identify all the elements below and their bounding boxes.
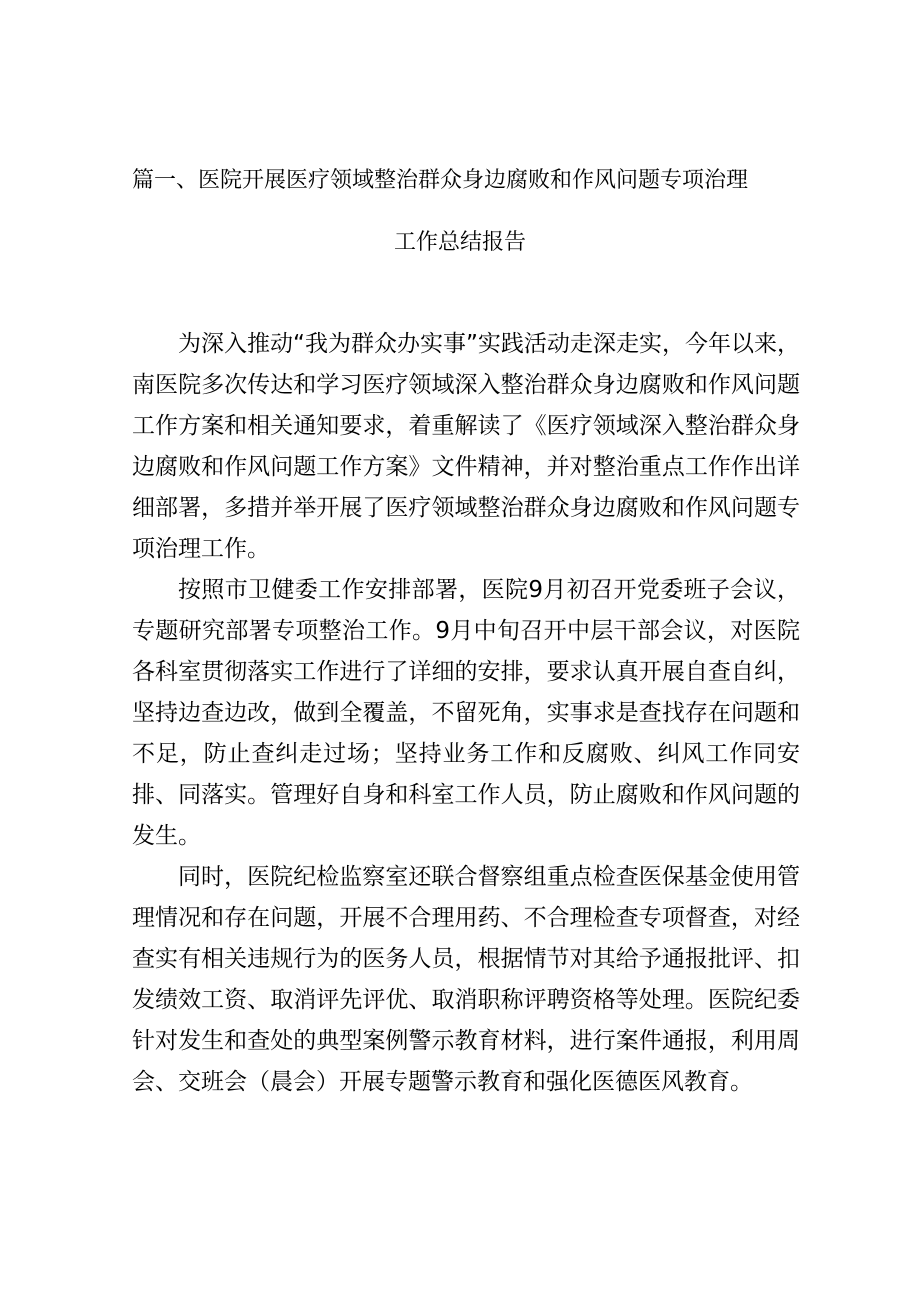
paragraph-3: 同时，医院纪检监察室还联合督察组重点检查医保基金使用管理情况和存在问题，开展不合理用药、不合理检查专项督查，对经查实有相关违规行为的医务人员，根据情节对其给予通报批评、扣发绩效工资、取消评先评优、取消职称评聘资格等处理。医院纪委针对发生和查处的典型案例警示教育材料，进行案件通报，利用周会、交班会（晨会）开展专题警示教育和强化医德医风教育。 xyxy=(132,864,800,1095)
document-body xyxy=(132,324,800,1103)
document-title-line-1: 篇一、医院开展医疗领域整治群众身边腐败和作风问题专项治理 xyxy=(132,168,749,193)
document-title-line-2: 工作总结报告 xyxy=(393,230,526,255)
paragraph-1: 为深入推动“我为群众办实事”实践活动走深走实，今年以来，南医院多次传达和学习医疗领域深入整治群众身边腐败和作风问题工作方案和相关通知要求，着重解读了《医疗领域深入整治群众身边腐败和作风问题工作方案》文件精神，并对整治重点工作作出详细部署，多措并举开展了医疗领域整治群众身边腐败和作风问题专项治理工作。 xyxy=(132,331,800,562)
paragraph-2: 按照市卫健委工作安排部署，医院9月初召开党委班子会议，专题研究部署专项整治工作。9月中旬召开中层干部会议，对医院各科室贯彻落实工作进行了详细的安排，要求认真开展自查自纠，坚持边查边改，做到全覆盖，不留死角，实事求是查找存在问题和不足，防止查纠走过场；坚持业务工作和反腐败、纠风工作同安排、同落实。管理好自身和科室工作人员，防止腐败和作风问题的发生。 xyxy=(132,577,800,849)
